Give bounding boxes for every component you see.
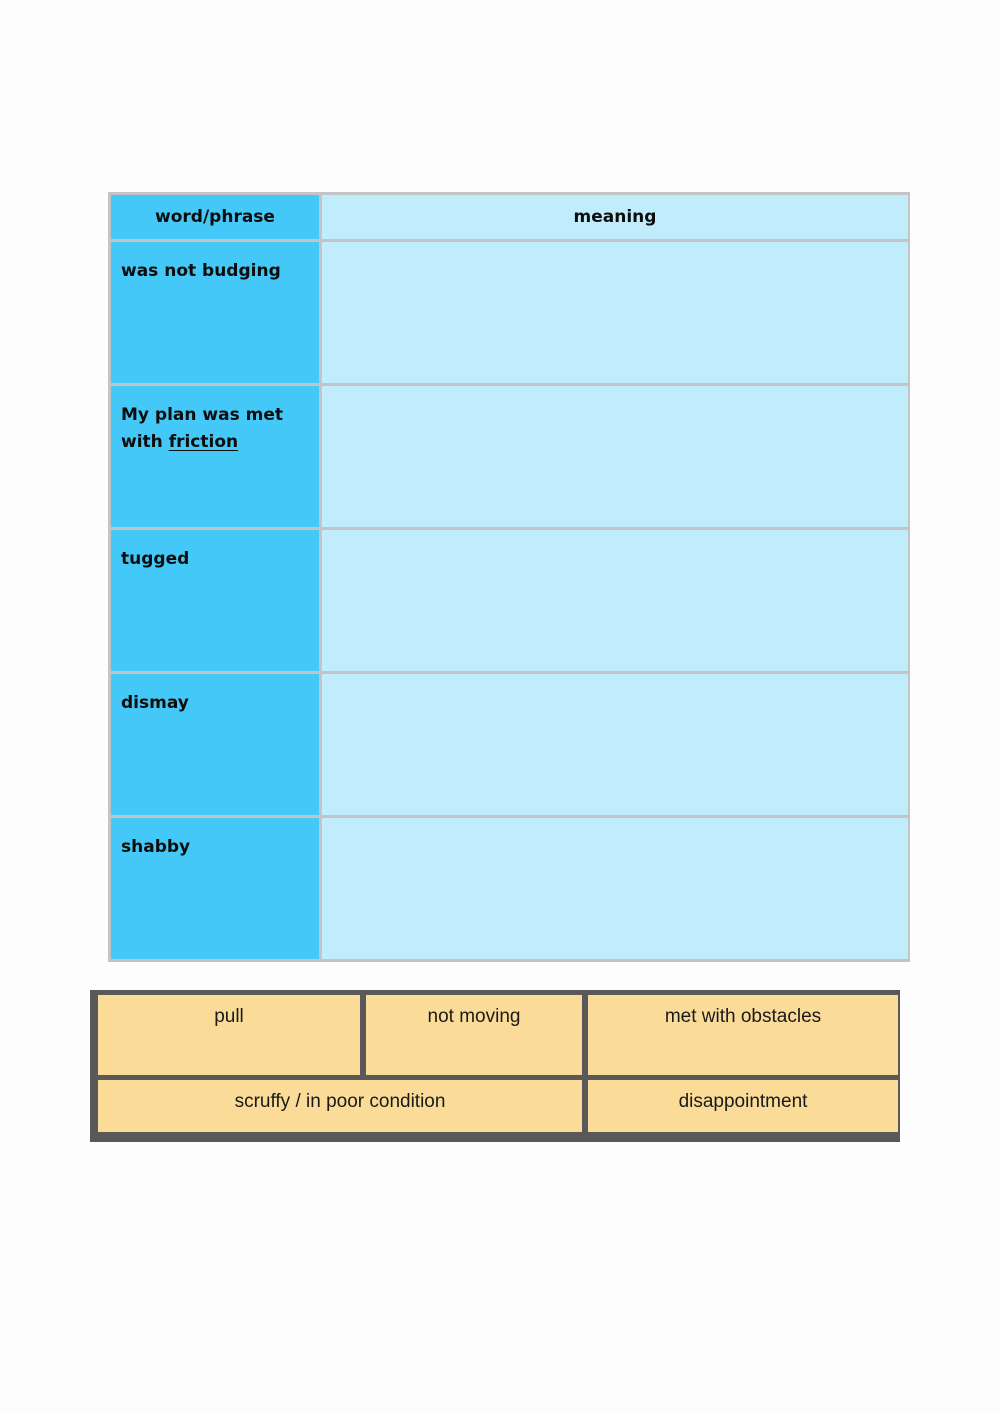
word-cell-tugged: tugged bbox=[111, 530, 319, 671]
word-cell-friction bbox=[111, 386, 319, 527]
answer-tile-met-with-obstacles[interactable]: met with obstacles bbox=[588, 995, 898, 1075]
answer-tile-scruffy[interactable]: scruffy / in poor condition bbox=[98, 1080, 582, 1132]
header-word-phrase: word/phrase bbox=[111, 195, 319, 239]
word-cell-shabby: shabby bbox=[111, 818, 319, 959]
meaning-drop-zone-2[interactable] bbox=[322, 386, 908, 527]
meaning-drop-zone-4[interactable] bbox=[322, 674, 908, 815]
answer-tile-disappointment[interactable]: disappointment bbox=[588, 1080, 898, 1132]
meaning-drop-zone-5[interactable] bbox=[322, 818, 908, 959]
answer-tile-pull[interactable]: pull bbox=[98, 995, 360, 1075]
answer-tile-not-moving[interactable]: not moving bbox=[366, 995, 582, 1075]
header-meaning: meaning bbox=[322, 195, 908, 239]
meaning-drop-zone-1[interactable] bbox=[322, 242, 908, 383]
meaning-drop-zone-3[interactable] bbox=[322, 530, 908, 671]
word-cell-dismay: dismay bbox=[111, 674, 319, 815]
underlined-word: friction bbox=[168, 432, 239, 452]
vocabulary-table bbox=[108, 192, 910, 962]
word-text: My plan was met with bbox=[121, 405, 283, 452]
word-cell-not-budging: was not budging bbox=[111, 242, 319, 383]
answer-bank bbox=[90, 990, 900, 1142]
